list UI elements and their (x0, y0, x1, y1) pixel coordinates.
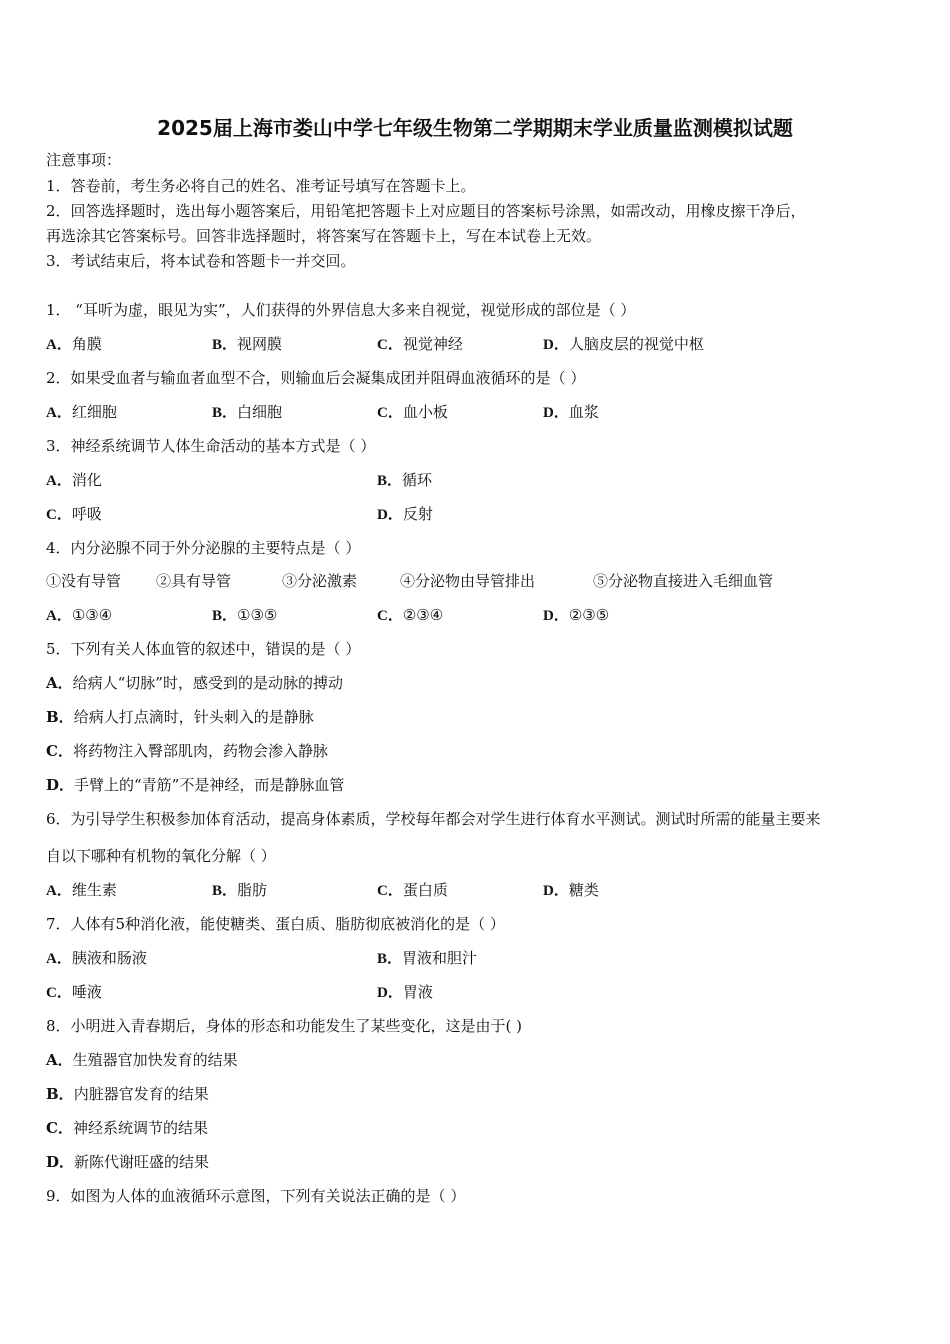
option: D．胃液 (377, 983, 433, 1001)
question-stem-continued: 自以下哪种有机物的氧化分解（ ） (46, 847, 276, 865)
option: D．糖类 (543, 881, 599, 899)
option: A．给病人“切脉”时，感受到的是动脉的搏动 (46, 674, 343, 692)
option-row (46, 334, 916, 354)
option: D．人脑皮层的视觉中枢 (543, 335, 704, 353)
option: A．生殖器官加快发育的结果 (46, 1051, 238, 1069)
question-stem: 5．下列有关人体血管的叙述中，错误的是（ ） (46, 640, 361, 658)
option: B．①③⑤ (212, 606, 278, 624)
option: D．手臂上的“青筋”不是神经，而是静脉血管 (46, 776, 345, 794)
option: A．红细胞 (46, 403, 117, 421)
option: B．视网膜 (212, 335, 283, 353)
option: B．脂肪 (212, 881, 268, 899)
option: A．维生素 (46, 881, 117, 899)
question-stem: 8．小明进入青春期后，身体的形态和功能发生了某些变化，这是由于( ) (46, 1017, 523, 1035)
notice-item: 1．答卷前，考生务必将自己的姓名、准考证号填写在答题卡上。 (46, 177, 476, 195)
notice-item: 3．考试结束后，将本试卷和答题卡一并交回。 (46, 252, 356, 270)
option: C．蛋白质 (377, 881, 448, 899)
option: C．唾液 (46, 983, 102, 1001)
question-stem: 2．如果受血者与输血者血型不合，则输血后会凝集成团并阻碍血液循环的是（ ） (46, 369, 586, 387)
option: A．角膜 (46, 335, 102, 353)
option: A．消化 (46, 471, 102, 489)
option: B．循环 (377, 471, 433, 489)
statement-row (46, 571, 916, 591)
option-row (46, 880, 916, 900)
option: C．呼吸 (46, 505, 102, 523)
option: D．新陈代谢旺盛的结果 (46, 1153, 210, 1171)
option: C．神经系统调节的结果 (46, 1119, 208, 1137)
option: B．胃液和胆汁 (377, 949, 478, 967)
option: C．将药物注入臀部肌肉，药物会渗入静脉 (46, 742, 328, 760)
statement: ⑤分泌物直接进入毛细血管 (593, 572, 774, 590)
statement: ②具有导管 (156, 572, 232, 590)
question-stem: 7．人体有5种消化液，能使糖类、蛋白质、脂肪彻底被消化的是（ ） (46, 915, 505, 933)
statement: ③分泌激素 (282, 572, 358, 590)
statement: ①没有导管 (46, 572, 122, 590)
option: D．②③⑤ (543, 606, 610, 624)
option-row (46, 982, 916, 1002)
question-stem: 4．内分泌腺不同于外分泌腺的主要特点是（ ） (46, 539, 361, 557)
option: B．给病人打点滴时，针头刺入的是静脉 (46, 708, 314, 726)
option: C．视觉神经 (377, 335, 463, 353)
question-stem: 6．为引导学生积极参加体育活动，提高身体素质，学校每年都会对学生进行体育水平测试。测试时所需的能量主要来 (46, 810, 821, 828)
page-title: 2025届上海市娄山中学七年级生物第二学期期末学业质量监测模拟试题 (157, 116, 793, 140)
option: A．①③④ (46, 606, 113, 624)
option: A．胰液和肠液 (46, 949, 147, 967)
statement: ④分泌物由导管排出 (400, 572, 536, 590)
option-row (46, 470, 916, 490)
question-stem: 9．如图为人体的血液循环示意图，下列有关说法正确的是（ ） (46, 1187, 466, 1205)
notice-item: 再选涂其它答案标号。回答非选择题时，将答案写在答题卡上，写在本试卷上无效。 (46, 227, 602, 245)
option: C．血小板 (377, 403, 448, 421)
option-row (46, 504, 916, 524)
option: C．②③④ (377, 606, 444, 624)
notice-heading: 注意事项： (46, 151, 122, 169)
notice-item: 2．回答选择题时，选出每小题答案后，用铅笔把答题卡上对应题目的答案标号涂黑，如需改动，用橡皮擦干净后， (46, 202, 806, 220)
option-row (46, 402, 916, 422)
option-row (46, 948, 916, 968)
option-row (46, 605, 916, 625)
question-stem: 1． “耳听为虚，眼见为实”，人们获得的外界信息大多来自视觉，视觉形成的部位是（ ） (46, 301, 636, 319)
option: D．反射 (377, 505, 433, 523)
option: D．血浆 (543, 403, 599, 421)
option: B．白细胞 (212, 403, 283, 421)
question-stem: 3．神经系统调节人体生命活动的基本方式是（ ） (46, 437, 376, 455)
option: B．内脏器官发育的结果 (46, 1085, 209, 1103)
